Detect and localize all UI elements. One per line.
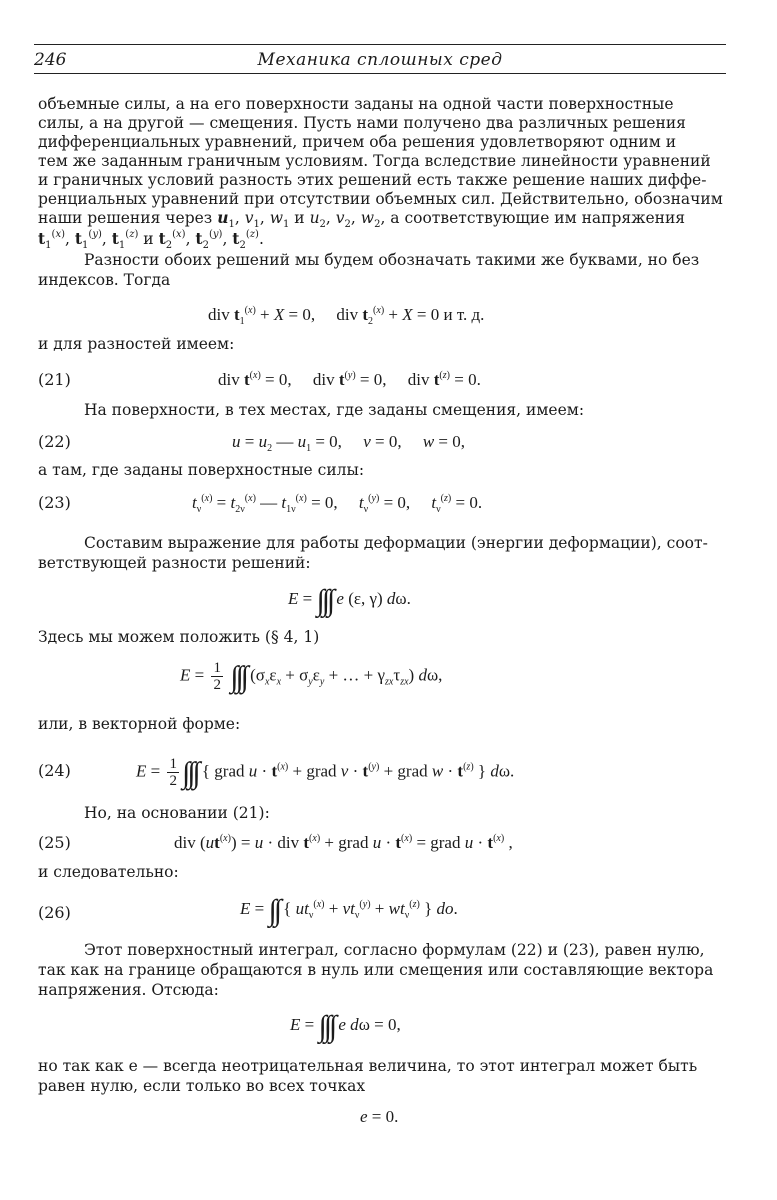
text-line-with-math: наши решения через $u_1$, $v_1$, $w_1$ и $u_2$, $v_2$, $w_2$, а соответствующие им напряжения xyxy=(38,208,686,230)
page-header xyxy=(34,40,726,74)
math-inline: u xyxy=(309,209,320,227)
text-line: На поверхности, в тех местах, где заданы смещения, имеем: xyxy=(84,401,585,419)
header-bottom-rule xyxy=(34,73,726,74)
text-line: и для разностей имеем: xyxy=(38,335,235,353)
text-line: Этот поверхностный интеграл, согласно формулам (22) и (23), равен нулю, xyxy=(84,941,705,959)
header-top-rule xyxy=(34,44,726,45)
equation-number: (25) xyxy=(38,833,71,852)
text-line: а там, где заданы поверхностные силы: xyxy=(38,461,365,479)
text-line: ветствующей разности решений: xyxy=(38,554,311,572)
text-line: тем же заданным граничным условиям. Тогда вследствие линейности уравнений xyxy=(38,152,711,170)
equation-number: (26) xyxy=(38,903,71,922)
equation-23: $t_\nu^{(x)} = t_{2\nu}^{(x)}$ — $t_{1\nu}^{(x)} = 0$, $t_\nu^{(y)} = 0$, $t_\nu^{(z)} = 0$. xyxy=(192,493,483,515)
text-span: наши решения через xyxy=(38,209,213,227)
equation-number: (21) xyxy=(38,370,71,389)
equation-24: E = $\frac{1}{2}$ ∫∫∫ { grad $u \cdot t^{(x)}$ + grad $v \cdot t^{(y)}$ + grad $w \cdot t^{(z)}$ } dω. xyxy=(136,756,515,790)
text-line: Здесь мы можем положить (§ 4, 1) xyxy=(38,628,320,646)
text-line: Составим выражение для работы деформации (энергии деформации), соот- xyxy=(84,534,708,552)
equation-25: div $(ut^{(x)}) = u$ · div $t^{(x)}$ + grad $u \cdot t^{(x)}$ = grad $u \cdot t^{(x)}$ , xyxy=(174,833,513,852)
equation-energy-stress: E = $\frac{1}{2}$ ∫∫∫ ($\sigma_x\varepsilon_x + \sigma_y\varepsilon_y$ + … + $\gamma_{zx}\tau_{zx}$) dω, xyxy=(180,660,443,694)
math-inline-line: $t_1^{(x)}$, $t_1^{(y)}$, $t_1^{(z)}$ и $t_2^{(x)}$, $t_2^{(y)}$, $t_2^{(z)}$. xyxy=(38,229,264,251)
equation-26: E = ∫∫ { $ut_\nu^{(x)} + vt_\nu^{(y)} + wt_\nu^{(z)}$ } do. xyxy=(240,894,458,927)
equation-energy-zero: E = ∫∫∫ e dω = 0, xyxy=(290,1010,401,1043)
math-inline: v xyxy=(335,209,345,227)
equation-number: (22) xyxy=(38,432,71,451)
text-line: Но, на основании (21): xyxy=(84,804,270,822)
page-number: 246 xyxy=(34,50,67,70)
text-line: Разности обоих решений мы будем обозначать такими же буквами, но без xyxy=(84,251,700,269)
text-span: , а соответствующие им напряжения xyxy=(380,209,686,227)
equation-number: (24) xyxy=(38,761,71,780)
running-title: Механика сплошных сред xyxy=(257,50,503,70)
equation-e-zero: e = 0. xyxy=(360,1107,399,1126)
math-inline: u xyxy=(217,208,229,227)
math-inline: v xyxy=(244,209,254,227)
text-line: объемные силы, а на его поверхности заданы на одной части поверхностные xyxy=(38,95,674,113)
equation-div-sum: div $t_1^{(x)} + X = 0$, div $t_2^{(x)} + X = 0$ и т. д. xyxy=(208,305,485,327)
math-inline: w xyxy=(360,209,375,227)
text-line: ренциальных уравнений при отсутствии объемных сил. Действительно, обозначим xyxy=(38,190,723,208)
text-line: индексов. Тогда xyxy=(38,271,171,289)
text-line: и следовательно: xyxy=(38,863,179,881)
text-line: так как на границе обращаются в нуль или смещения или составляющие вектора xyxy=(38,961,714,979)
text-line: или, в векторной форме: xyxy=(38,715,241,733)
text-line: дифференциальных уравнений, причем оба решения удовлетворяют одним и xyxy=(38,133,677,151)
math-inline: w xyxy=(269,209,283,227)
equation-21: div $t^{(x)} = 0$, div $t^{(y)} = 0$, div $t^{(z)} = 0$. xyxy=(218,370,481,389)
text-line: силы, а на другой — смещения. Пусть нами получено два различных решения xyxy=(38,114,686,132)
equation-energy: E = ∫∫∫ e (ε, γ) dω. xyxy=(288,584,411,617)
text-line: равен нулю, если только во всех точках xyxy=(38,1077,366,1095)
text-line: напряжения. Отсюда: xyxy=(38,981,219,999)
text-line: и граничных условий разность этих решений есть также решение наших диффе- xyxy=(38,171,707,189)
text-line: но так как e — всегда неотрицательная величина, то этот интеграл может быть xyxy=(38,1057,698,1075)
text-span: и т. д. xyxy=(443,305,485,324)
equation-number: (23) xyxy=(38,493,71,512)
equation-22: $u = u_2$ — $u_1 = 0$, v = 0, w = 0, xyxy=(232,432,466,454)
